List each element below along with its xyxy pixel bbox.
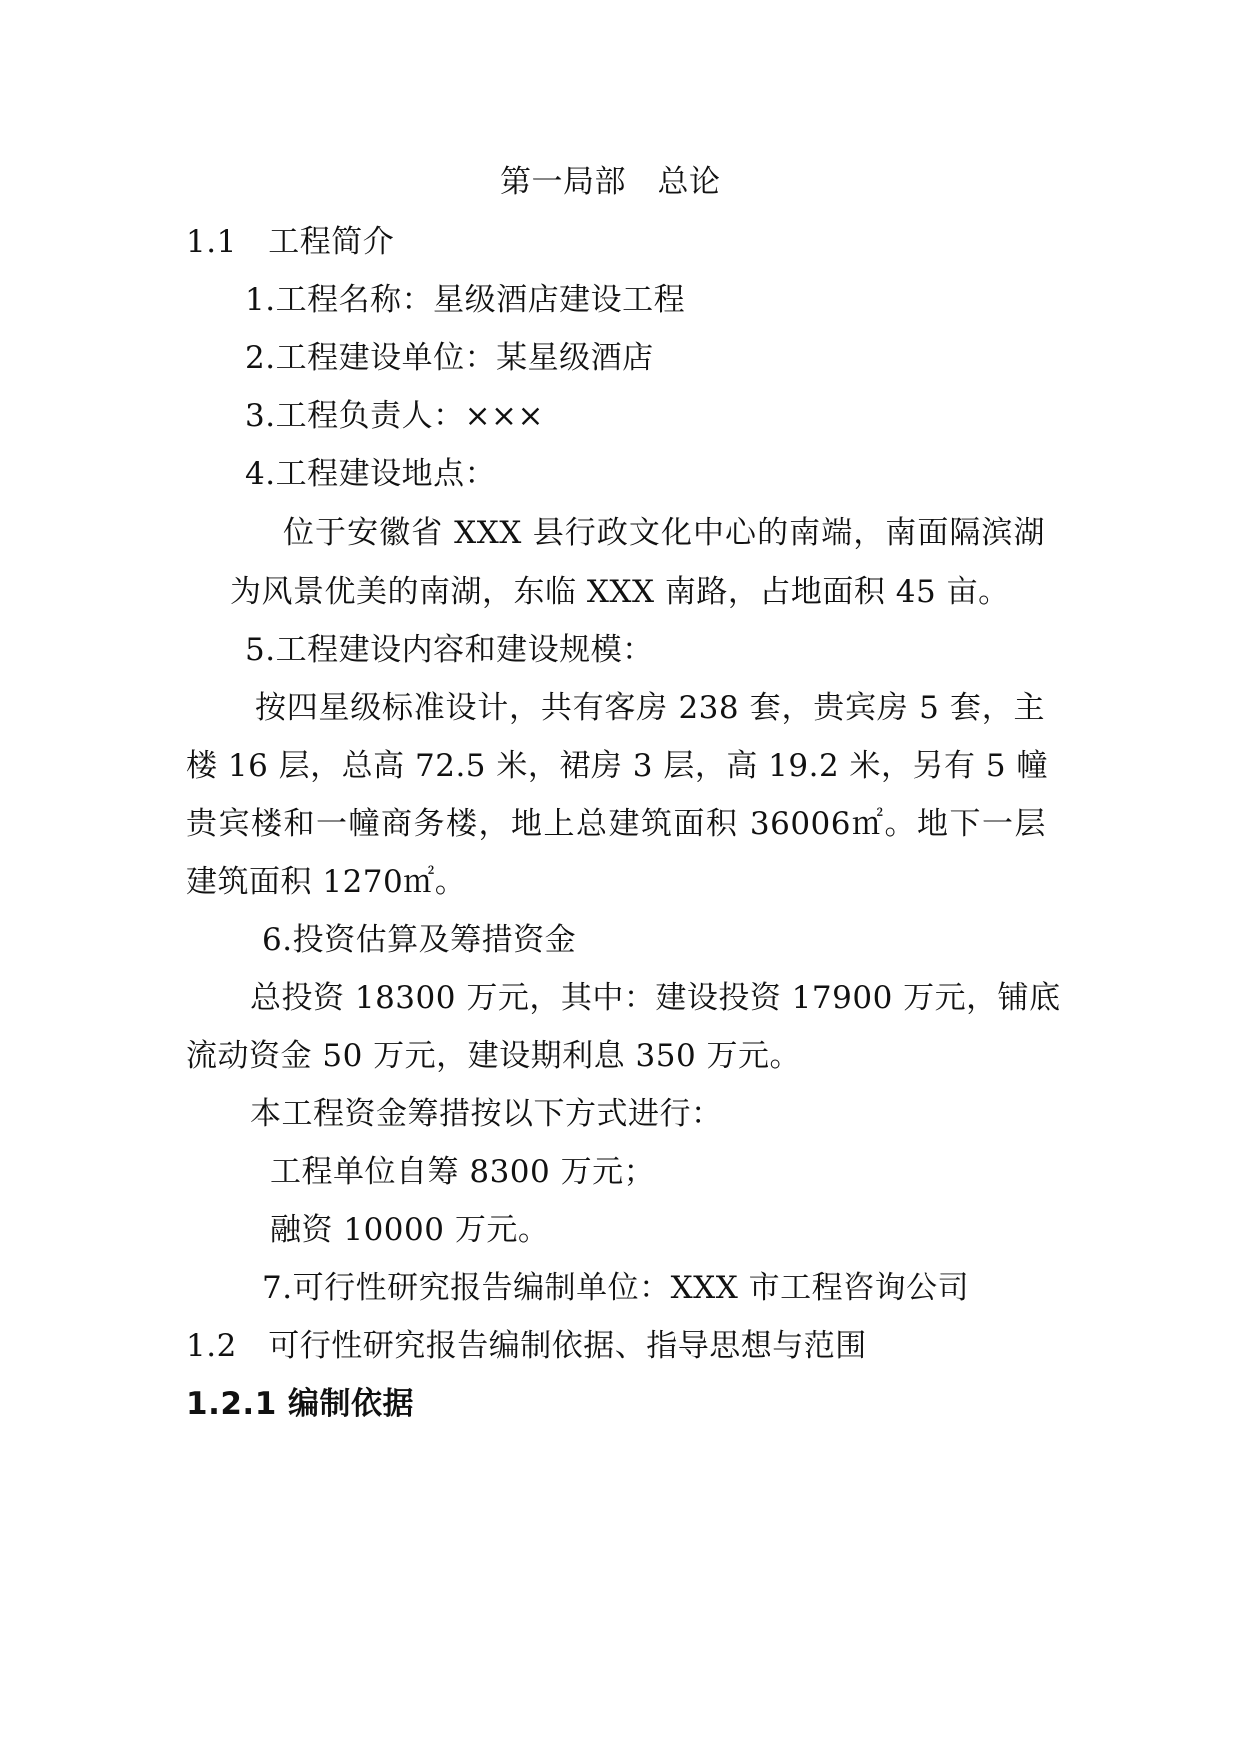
investment-paragraph-line-2: 流动资金 50 万元，建设期利息 350 万元。 (186, 1038, 802, 1074)
page-title: 第一局部 总论 (500, 164, 721, 200)
funding-item-self-raised: 工程单位自筹 8300 万元； (270, 1154, 656, 1190)
funding-intro: 本工程资金筹措按以下方式进行： (250, 1096, 723, 1132)
list-item-project-leader: 3.工程负责人：××× (245, 398, 545, 434)
section-heading-1-1: 1.1 工程简介 (186, 224, 395, 260)
funding-item-financing: 融资 10000 万元。 (270, 1212, 550, 1248)
investment-paragraph-line-1: 总投资 18300 万元，其中：建设投资 17900 万元，铺底 (250, 980, 1061, 1016)
location-paragraph-line-1: 位于安徽省 XXX 县行政文化中心的南端，南面隔滨湖 (283, 515, 1045, 551)
list-item-report-compiler: 7.可行性研究报告编制单位：XXX 市工程咨询公司 (262, 1270, 970, 1306)
list-item-construction-scale: 5.工程建设内容和建设规模： (245, 632, 654, 668)
scale-paragraph-line-3: 贵宾楼和一幢商务楼，地上总建筑面积 36006㎡。地下一层 (186, 806, 1046, 842)
scale-paragraph-line-4: 建筑面积 1270㎡。 (186, 864, 467, 900)
location-paragraph-line-2: 为风景优美的南湖，东临 XXX 南路，占地面积 45 亩。 (230, 574, 1010, 610)
scale-paragraph-line-1: 按四星级标准设计，共有客房 238 套，贵宾房 5 套，主 (255, 690, 1045, 726)
section-heading-1-2: 1.2 可行性研究报告编制依据、指导思想与范围 (186, 1328, 867, 1364)
list-item-investment: 6.投资估算及筹措资金 (262, 922, 577, 958)
scale-paragraph-line-2: 楼 16 层，总高 72.5 米，裙房 3 层，高 19.2 米，另有 5 幢 (186, 748, 1048, 784)
list-item-project-name: 1.工程名称：星级酒店建设工程 (245, 282, 686, 318)
section-heading-1-2-1: 1.2.1 编制依据 (186, 1386, 415, 1422)
list-item-project-location: 4.工程建设地点： (245, 456, 497, 492)
list-item-project-owner: 2.工程建设单位：某星级酒店 (245, 340, 654, 376)
